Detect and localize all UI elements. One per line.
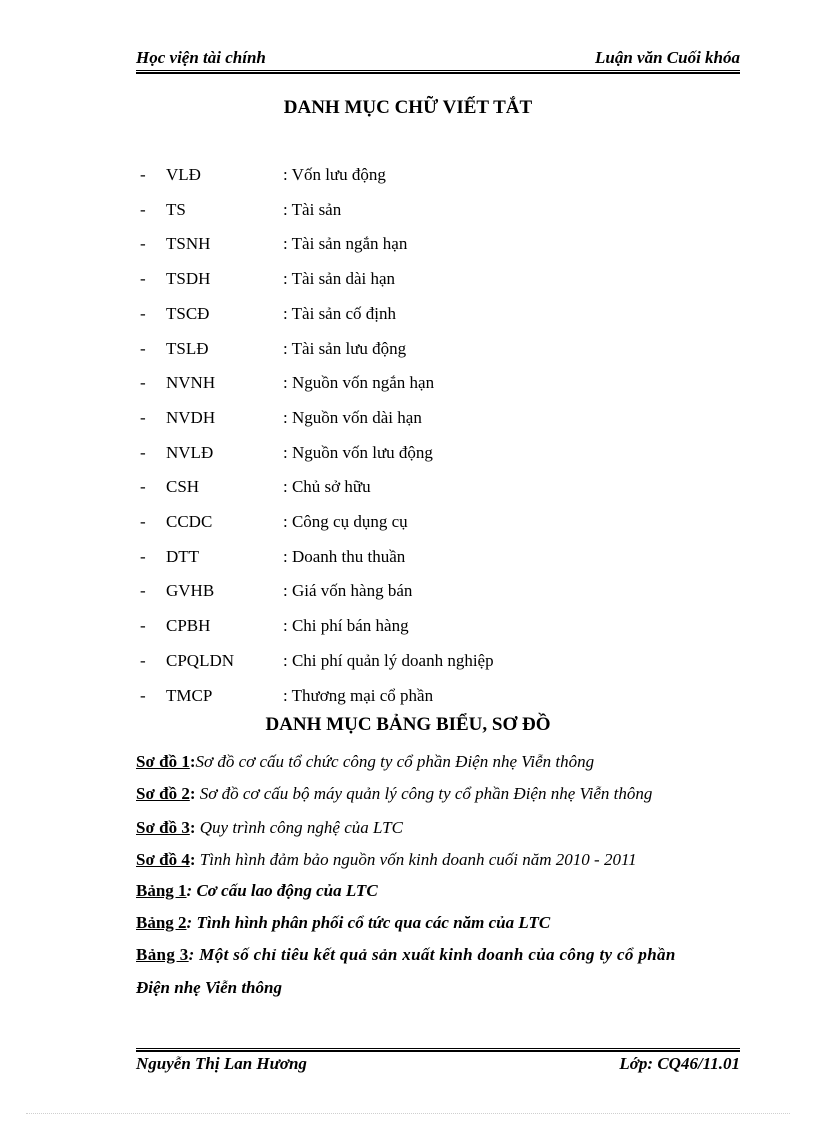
abbreviation-dash: - bbox=[140, 546, 146, 566]
abbreviation-meaning: : Chi phí quản lý doanh nghiệp bbox=[283, 650, 494, 670]
figure-title: Một số chỉ tiêu kết quả sản xuất kinh doanh của công ty cổ phần bbox=[199, 945, 676, 964]
abbreviation-code: NVLĐ bbox=[166, 442, 214, 462]
figure-title: Sơ đồ cơ cấu bộ máy quản lý công ty cổ phần Điện nhẹ Viễn thông bbox=[199, 784, 653, 803]
figure-label: Bảng 2 bbox=[136, 913, 187, 932]
abbreviation-dash: - bbox=[140, 477, 146, 497]
figure-entry bbox=[136, 849, 637, 871]
header-institution: Học viện tài chính bbox=[136, 48, 266, 67]
figure-label: Sơ đồ 3 bbox=[136, 818, 190, 837]
abbreviation-code: CPQLDN bbox=[166, 650, 235, 670]
footer-class: Lớp: CQ46/11.01 bbox=[619, 1054, 740, 1073]
page-edge-dotted-line bbox=[26, 1113, 790, 1114]
abbreviation-code: TSNH bbox=[166, 234, 211, 254]
figure-title: Tình hình phân phối cổ tức qua các năm của LTC bbox=[196, 913, 551, 932]
abbreviation-dash: - bbox=[140, 373, 146, 393]
abbreviation-code: NVDH bbox=[166, 407, 216, 427]
abbreviation-code: CCDC bbox=[166, 512, 213, 531]
abbreviation-dash: - bbox=[140, 199, 146, 219]
abbreviation-code: NVNH bbox=[166, 373, 216, 393]
figure-label: Sơ đồ 2 bbox=[136, 784, 190, 803]
header-rule bbox=[136, 70, 740, 74]
abbreviation-code: CPBH bbox=[166, 616, 211, 636]
abbreviation-meaning: : Giá vốn hàng bán bbox=[283, 581, 413, 601]
abbreviation-meaning: : Nguồn vốn lưu động bbox=[283, 442, 433, 462]
footer-author: Nguyễn Thị Lan Hương bbox=[136, 1054, 307, 1073]
abbreviation-code: GVHB bbox=[166, 581, 215, 601]
figure-separator: : bbox=[189, 850, 200, 869]
abbreviation-dash: - bbox=[140, 407, 146, 427]
abbreviation-code: CSH bbox=[166, 477, 200, 497]
abbreviation-meaning: : Nguồn vốn dài hạn bbox=[283, 407, 422, 427]
abbreviation-dash: - bbox=[140, 581, 146, 601]
figure-entry bbox=[136, 783, 652, 805]
figure-entry bbox=[136, 751, 594, 773]
figure-entry-continuation bbox=[136, 977, 282, 999]
abbreviation-meaning: : Tài sản ngắn hạn bbox=[283, 234, 408, 254]
abbreviation-code: TSLĐ bbox=[166, 338, 209, 358]
abbreviation-dash: - bbox=[140, 616, 146, 636]
abbreviation-code: TS bbox=[166, 199, 186, 219]
abbreviation-code: TSCĐ bbox=[166, 303, 210, 323]
abbreviation-dash: - bbox=[140, 442, 146, 462]
footer-rule bbox=[136, 1048, 740, 1052]
abbreviation-dash: - bbox=[140, 269, 146, 289]
figure-title: Sơ đồ cơ cấu tổ chức công ty cổ phần Điện nhẹ Viễn thông bbox=[195, 752, 595, 771]
abbreviation-dash: - bbox=[140, 512, 146, 531]
abbreviation-dash: - bbox=[140, 303, 146, 323]
figure-label: Bảng 1 bbox=[136, 881, 187, 900]
header-document-type: Luận văn Cuối khóa bbox=[594, 48, 740, 67]
figure-entry bbox=[136, 944, 676, 966]
abbreviation-meaning: : Thương mại cổ phần bbox=[283, 685, 434, 705]
abbreviation-meaning: : Tài sản bbox=[283, 199, 342, 219]
figure-title-continuation: Điện nhẹ Viễn thông bbox=[136, 978, 282, 997]
figure-label: Sơ đồ 1 bbox=[136, 752, 190, 771]
figure-entry bbox=[136, 880, 378, 902]
abbreviation-code: TSDH bbox=[166, 269, 211, 289]
figure-entry bbox=[136, 817, 403, 839]
figure-separator: : bbox=[189, 818, 200, 837]
abbreviation-meaning: : Tài sản cố định bbox=[283, 303, 396, 323]
abbreviation-code: TMCP bbox=[166, 685, 213, 705]
figures-title: DANH MỤC BẢNG BIỂU, SƠ ĐỒ bbox=[265, 714, 551, 735]
figure-separator: : bbox=[186, 913, 197, 932]
abbreviation-meaning: : Nguồn vốn ngắn hạn bbox=[283, 373, 435, 393]
abbreviation-dash: - bbox=[140, 165, 146, 184]
abbreviation-meaning: : Công cụ dụng cụ bbox=[283, 512, 408, 531]
figure-entry bbox=[136, 912, 550, 934]
abbreviation-code: VLĐ bbox=[166, 165, 201, 184]
figure-separator: : bbox=[186, 881, 197, 900]
figure-separator: : bbox=[189, 784, 200, 803]
abbreviation-meaning: : Chủ sở hữu bbox=[283, 477, 371, 497]
abbreviation-meaning: : Tài sản lưu động bbox=[283, 338, 407, 358]
abbreviation-code: DTT bbox=[166, 546, 200, 566]
figure-separator: : bbox=[189, 752, 196, 771]
abbreviations-title: DANH MỤC CHỮ VIẾT TẮT bbox=[283, 97, 533, 118]
abbreviation-dash: - bbox=[140, 650, 146, 670]
figure-label: Sơ đồ 4 bbox=[136, 850, 190, 869]
abbreviation-meaning: : Doanh thu thuần bbox=[283, 546, 406, 566]
abbreviation-meaning: : Chi phí bán hàng bbox=[283, 616, 409, 636]
abbreviation-dash: - bbox=[140, 685, 146, 705]
figure-title: Quy trình công nghệ của LTC bbox=[199, 818, 403, 837]
abbreviation-meaning: : Tài sản dài hạn bbox=[283, 269, 396, 289]
figure-separator: : bbox=[188, 945, 200, 964]
abbreviation-dash: - bbox=[140, 338, 146, 358]
abbreviation-dash: - bbox=[140, 234, 146, 254]
figure-label: Bảng 3 bbox=[136, 945, 189, 964]
figure-title: Cơ cấu lao động của LTC bbox=[196, 881, 378, 900]
figure-title: Tình hình đảm bảo nguồn vốn kinh doanh cuối năm 2010 - 2011 bbox=[199, 850, 637, 869]
abbreviation-meaning: : Vốn lưu động bbox=[283, 165, 386, 184]
